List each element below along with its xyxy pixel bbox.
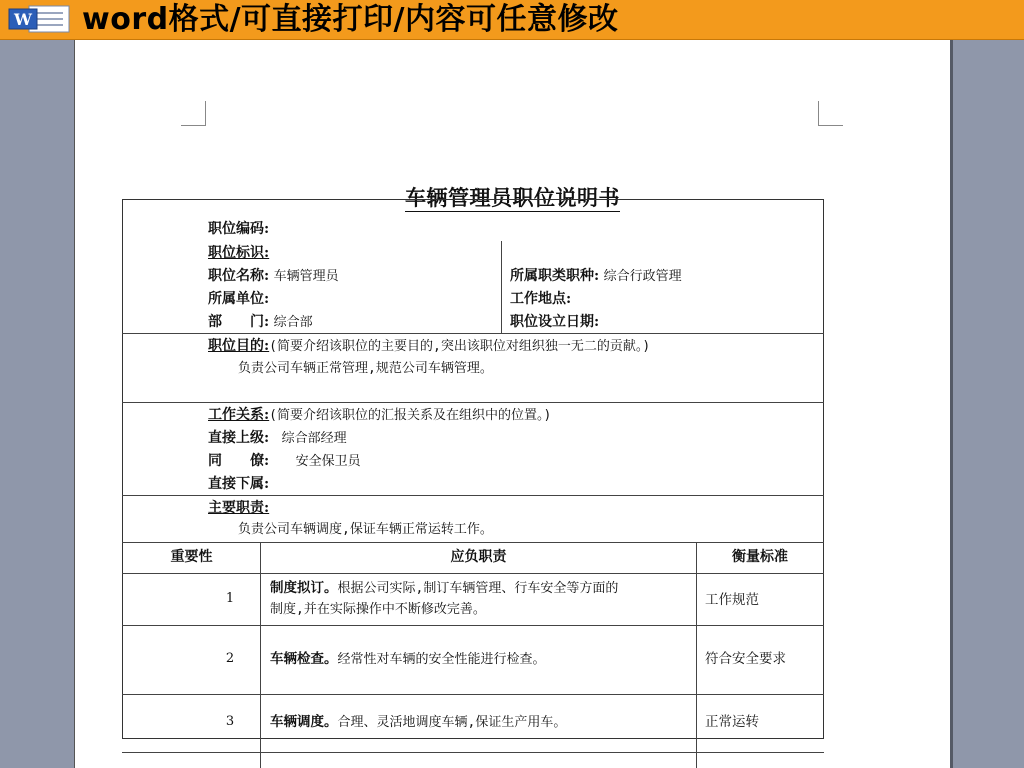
location-row — [510, 290, 571, 309]
category-label: 所属职类职种: — [510, 268, 600, 284]
category-row — [510, 267, 682, 286]
document-title: 车辆管理员职位说明书 — [405, 185, 620, 210]
unit-row — [208, 290, 269, 309]
unit-label: 所属单位: — [208, 291, 270, 307]
purpose-heading: 职位目的: — [208, 338, 270, 354]
row-1-number: 1 — [225, 591, 235, 606]
setup-date-row — [510, 313, 599, 332]
row-3-standard: 正常运转 — [705, 714, 759, 730]
location-label: 工作地点: — [510, 291, 572, 307]
peer-row — [208, 452, 361, 471]
subordinate-row — [208, 475, 269, 494]
top-banner — [0, 0, 1024, 40]
position-code-label: 职位编码: — [208, 221, 270, 237]
position-name-label: 职位名称: — [208, 268, 270, 284]
peer-label: 同 僚: — [208, 453, 270, 469]
table-header-standard: 衡量标准 — [732, 549, 788, 565]
table-col-divider-2 — [696, 542, 697, 768]
position-name-row — [208, 267, 339, 286]
row-3-desc-line1: 合理、灵活地调度车辆,保证生产用车。 — [337, 715, 567, 730]
subordinate-label: 直接下属: — [208, 476, 270, 492]
crop-mark-top-left — [181, 101, 206, 126]
superior-value: 综合部经理 — [281, 431, 347, 446]
divider-duties — [122, 542, 824, 543]
category-value: 综合行政管理 — [603, 269, 682, 284]
identity-heading: 职位标识: — [208, 245, 270, 261]
divider-purpose — [122, 402, 824, 403]
divider-row-1 — [122, 625, 824, 626]
peer-value: 安全保卫员 — [295, 454, 361, 469]
row-1-desc-line1: 根据公司实际,制订车辆管理、行车安全等方面的 — [337, 581, 619, 596]
row-1-title: 制度拟订。 — [270, 580, 338, 596]
purpose-heading-row — [208, 337, 650, 356]
department-label: 部 门: — [208, 314, 270, 330]
superior-row — [208, 429, 347, 448]
row-2-number: 2 — [225, 651, 235, 666]
superior-label: 直接上级: — [208, 430, 270, 446]
duties-heading: 主要职责: — [208, 500, 270, 516]
crop-mark-top-right — [818, 101, 843, 126]
position-name-value: 车辆管理员 — [273, 269, 339, 284]
divider-relations — [122, 495, 824, 496]
word-document-icon — [7, 4, 71, 34]
row-2-standard: 符合安全要求 — [705, 651, 786, 667]
row-1-standard: 工作规范 — [705, 592, 759, 608]
relations-heading: 工作关系: — [208, 407, 270, 423]
table-row-3-duty — [270, 712, 690, 733]
svg-text:W: W — [14, 10, 32, 29]
row-3-number: 3 — [225, 714, 235, 729]
table-row-1-duty — [270, 578, 690, 620]
purpose-hint: (简要介绍该职位的主要目的,突出该职位对组织独一无二的贡献。) — [269, 339, 651, 354]
table-row-2-duty — [270, 649, 690, 670]
table-header-importance: 重要性 — [170, 549, 213, 565]
banner-title: word格式/可直接打印/内容可任意修改 — [82, 2, 619, 37]
relations-hint: (简要介绍该职位的汇报关系及在组织中的位置。) — [269, 408, 552, 423]
purpose-text: 负责公司车辆正常管理,规范公司车辆管理。 — [238, 361, 493, 376]
relations-heading-row — [208, 406, 551, 425]
row-2-desc-line1: 经常性对车辆的安全性能进行检查。 — [337, 652, 546, 667]
divider-row-3 — [122, 752, 824, 753]
duties-text: 负责公司车辆调度,保证车辆正常运转工作。 — [238, 522, 493, 537]
identity-column-divider — [501, 241, 502, 333]
page-edge-shadow — [950, 40, 953, 768]
department-value: 综合部 — [273, 315, 313, 330]
table-header-duty: 应负职责 — [450, 549, 507, 565]
divider-table-header — [122, 573, 824, 574]
setup-date-label: 职位设立日期: — [510, 314, 600, 330]
divider-row-2 — [122, 694, 824, 695]
row-3-title: 车辆调度。 — [270, 714, 338, 730]
divider-identity — [122, 333, 824, 334]
row-1-desc-line2: 制度,并在实际操作中不断修改完善。 — [270, 602, 486, 617]
row-2-title: 车辆检查。 — [270, 651, 338, 667]
department-row — [208, 313, 313, 332]
table-col-divider-1 — [260, 542, 261, 768]
